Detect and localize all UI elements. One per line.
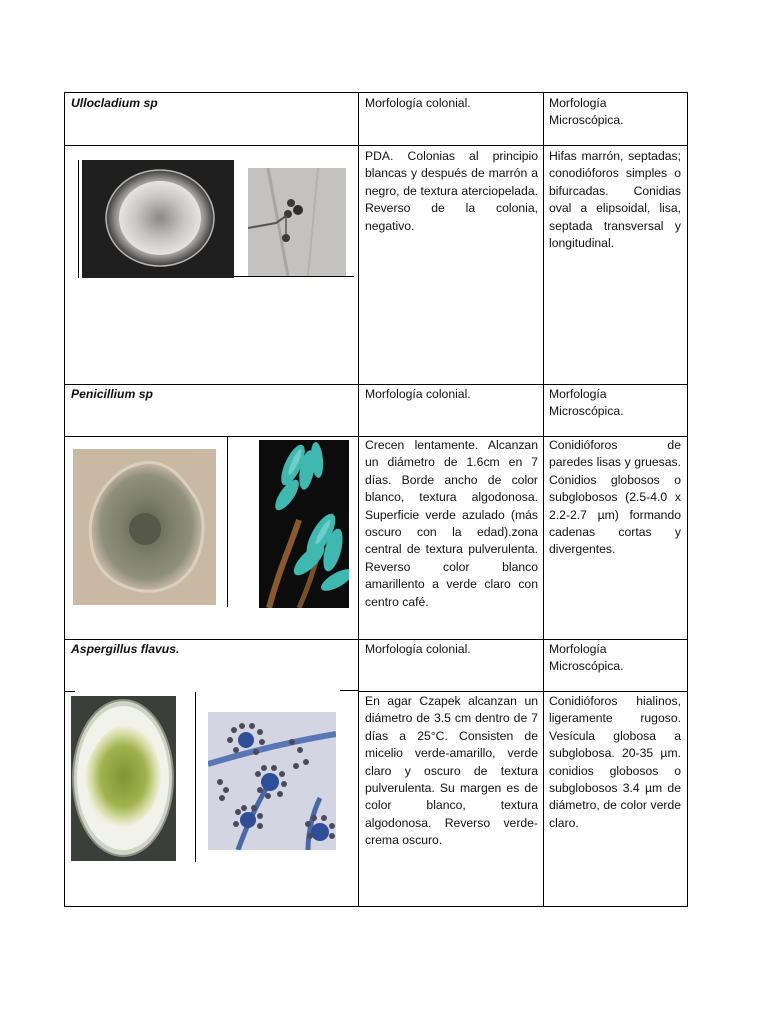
microscopic-header: Morfología Microscópica. [549,642,624,674]
image-frame-line [78,160,79,278]
colonial-header: Morfología colonial. [365,387,471,401]
aspergillus-micro-photo [208,712,336,850]
column-divider-1 [358,93,359,906]
row-divider [65,639,687,640]
image-frame-line [340,690,358,691]
aspergillus-colony-photo [71,696,176,861]
image-frame-line [195,692,196,862]
colonial-description: En agar Czapek alcanzan un diámetro de 3.5 cm dentro de 7 días a 25°C. Consisten de micelio verde-amarillo, verde claro y oscuro de textura pulverulenta. Su margen es de color blanco, textura algodonosa. Reverso verde-crema oscuro. [365,694,538,848]
colonial-header: Morfología colonial. [365,642,471,656]
image-frame-line [227,437,228,607]
microscopic-header: Morfología Microscópica. [549,387,624,419]
species-name: Ullocladium sp [71,96,158,110]
row-divider [65,384,687,385]
column-divider-2 [543,93,544,906]
species-name: Aspergillus flavus. [71,642,180,656]
microscopic-description: Conidióforos de paredes lisas y gruesas. Conidios globosos o subglobosos (2.5-4.0 x 2.2-2.7 µm) formando cadenas cortas y divergentes. [549,438,681,557]
microscopic-description: Hifas marrón, septadas; conodióforos simples o bifurcadas. Conidias oval a elipsoidal, lisa, septada transversal y longitudinal. [549,149,681,251]
ullocladium-micro-photo [248,168,346,276]
microscopic-description: Conidióforos hialinos, ligeramente rugoso. Vesícula globosa a subglobosa. 20-35 µm. conidios globosos o subglobosos 3.4 µm de diámetro, de color verde claro. [549,694,681,830]
row-divider [65,145,687,146]
colonial-description: Crecen lentamente. Alcanzan un diámetro de 1.6cm en 7 días. Borde ancho de color blanco, textura algodonosa. Superficie verde azulado (más oscuro con la edad).zona central de textura pulverulenta. Reverso color blanco amarillento a verde claro con centro café. [365,438,538,609]
species-name: Penicillium sp [71,387,153,401]
colonial-description: PDA. Colonias al principio blancas y después de marrón a negro, de textura aterciopelada. Reverso de la colonia, negativo. [365,149,538,233]
penicillium-colony-photo [73,449,216,605]
image-frame-line [234,276,354,277]
row-divider [358,691,687,692]
row-divider-stub [65,691,75,692]
penicillium-micro-photo [259,440,349,608]
colonial-header: Morfología colonial. [365,96,471,110]
microscopic-header: Morfología Microscópica. [549,96,624,128]
ullocladium-colony-photo [82,160,234,278]
